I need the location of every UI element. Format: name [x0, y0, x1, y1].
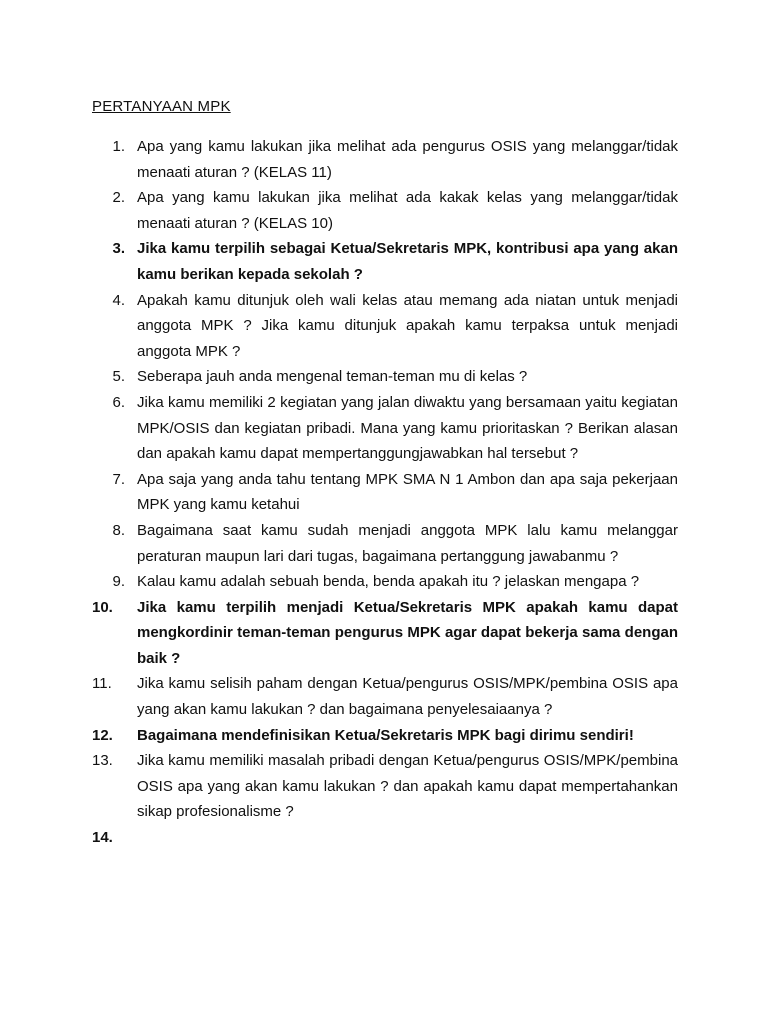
- question-text: Jika kamu terpilih menjadi Ketua/Sekretaris MPK apakah kamu dapat mengkordinir teman-teman pengurus MPK agar dapat bekerja sama dengan baik ?: [137, 598, 678, 667]
- question-number: 1.: [112, 138, 125, 155]
- question-text: Jika kamu memiliki masalah pribadi dengan Ketua/pengurus OSIS/MPK/pembina OSIS apa yang akan kamu lakukan ? dan apakah kamu dapat mempertahankan sikap profesionalisme ?: [137, 752, 678, 821]
- question-item: [92, 390, 678, 467]
- question-item: [92, 569, 678, 595]
- question-number: 5.: [112, 368, 125, 386]
- question-item: [92, 134, 678, 185]
- question-number: 4.: [112, 291, 125, 309]
- question-text: Jika kamu memiliki 2 kegiatan yang jalan diwaktu yang bersamaan yaitu kegiatan MPK/OSIS dan kegiatan pribadi. Mana yang kamu prioritaskan ? Berikan alasan dan apakah kamu dapat mempertanggungjawabkan hal tersebut ?: [137, 393, 678, 463]
- question-text: Jika kamu selisih paham dengan Ketua/pengurus OSIS/MPK/pembina OSIS apa yang akan kamu lakukan ? dan bagaimana penyelesaiaanya ?: [137, 675, 678, 719]
- question-item: [92, 518, 678, 569]
- question-item: [92, 236, 678, 287]
- question-item: [92, 671, 678, 722]
- question-item: [92, 288, 678, 365]
- question-number: 2.: [112, 189, 125, 207]
- question-text: Seberapa jauh anda mengenal teman-teman mu di kelas ?: [137, 368, 528, 386]
- document-title: PERTANYAAN MPK: [92, 98, 231, 115]
- question-number: 10.: [92, 598, 113, 616]
- question-text: Apakah kamu ditunjuk oleh wali kelas atau memang ada niatan untuk menjadi anggota MPK ? Jika kamu ditunjuk apakah kamu terpaksa untuk menjadi anggota MPK ?: [137, 291, 678, 360]
- question-number: 11.: [92, 675, 112, 693]
- question-item: [92, 748, 678, 825]
- question-number: 3.: [112, 240, 125, 258]
- question-text: Bagaimana mendefinisikan Ketua/Sekretaris MPK bagi dirimu sendiri!: [137, 726, 634, 744]
- question-number: 7.: [112, 470, 125, 488]
- question-item: [92, 364, 678, 390]
- question-item: [92, 595, 678, 672]
- question-text: Apa saja yang anda tahu tentang MPK SMA N 1 Ambon dan apa saja pekerjaan MPK yang kamu ketahui: [137, 470, 678, 514]
- question-number: 14.: [92, 829, 113, 847]
- question-item: [92, 723, 678, 749]
- question-list: [92, 134, 678, 851]
- question-number: 8.: [112, 521, 125, 539]
- question-item: [92, 825, 678, 851]
- question-text: Apa yang kamu lakukan jika melihat ada pengurus OSIS yang melanggar/tidak menaati aturan ? (KELAS 11): [137, 138, 678, 181]
- question-number: 13.: [92, 752, 113, 770]
- question-item: [92, 467, 678, 518]
- question-item: [92, 185, 678, 236]
- question-text: Apa yang kamu lakukan jika melihat ada kakak kelas yang melanggar/tidak menaati aturan ? (KELAS 10): [137, 189, 678, 232]
- question-text: Kalau kamu adalah sebuah benda, benda apakah itu ? jelaskan mengapa ?: [137, 573, 640, 591]
- question-text: Jika kamu terpilih sebagai Ketua/Sekretaris MPK, kontribusi apa yang akan kamu berikan kepada sekolah ?: [137, 240, 678, 283]
- question-number: 12.: [92, 726, 113, 744]
- question-number: 6.: [112, 393, 125, 411]
- question-number: 9.: [112, 573, 125, 591]
- question-text: [137, 825, 678, 851]
- question-text: Bagaimana saat kamu sudah menjadi anggota MPK lalu kamu melanggar peraturan maupun lari dari tugas, bagaimana pertanggung jawabanmu ?: [137, 521, 678, 565]
